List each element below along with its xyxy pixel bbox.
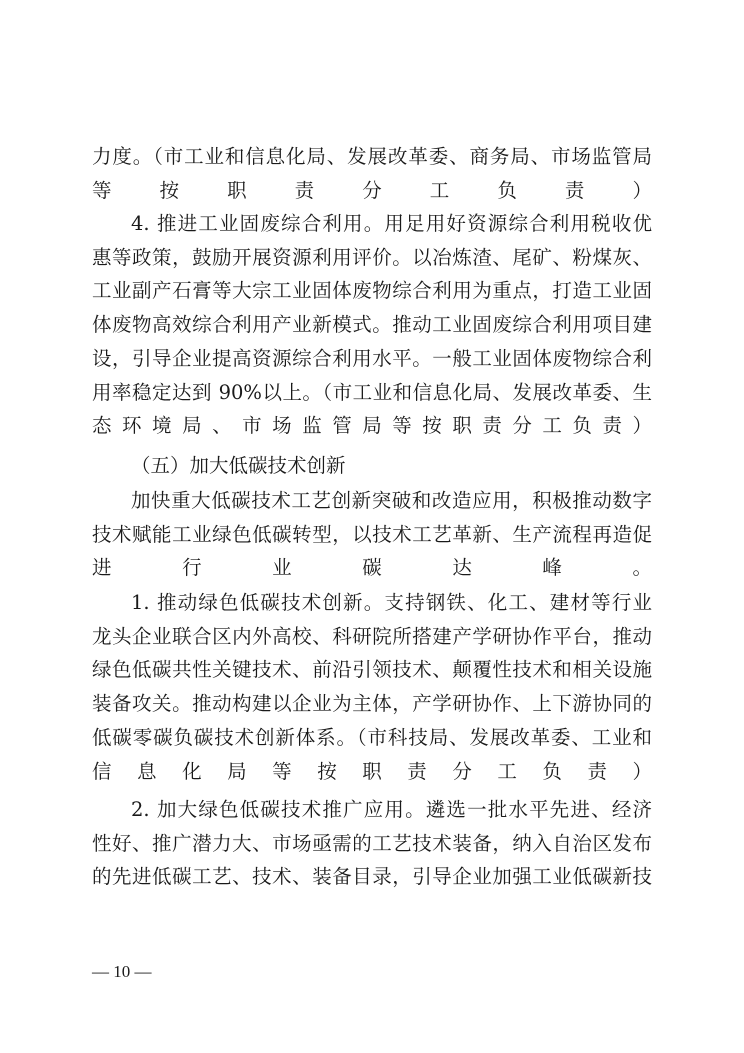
text-line: 等按职责分工负责） bbox=[92, 178, 652, 202]
text-line: 进行业碳达峰。 bbox=[92, 556, 652, 580]
paragraph-section-intro bbox=[92, 484, 652, 585]
text-line: 4. 推进工业固废综合利用。用足用好资源综合利用税收优 bbox=[131, 212, 652, 235]
text-line: 低碳零碳负碳技术创新体系。（市科技局、发展改革委、工业和 bbox=[92, 725, 652, 749]
text-line: 惠等政策，鼓励开展资源利用评价。以冶炼渣、尾矿、粉煤灰、 bbox=[92, 245, 652, 269]
text-line: 力度。（市工业和信息化局、发展改革委、商务局、市场监管局 bbox=[92, 145, 652, 168]
text-line: 装备攻关。推动构建以企业为主体，产学研协作、上下游协同的 bbox=[92, 692, 652, 716]
text-line: 绿色低碳共性关键技术、前沿引领技术、颠覆性技术和相关设施 bbox=[92, 658, 652, 682]
paragraph-item-1 bbox=[92, 586, 652, 788]
text-line: 用率稳定达到 90%以上。（市工业和信息化局、发展改革委、生 bbox=[92, 380, 652, 404]
text-line: 的先进低碳工艺、技术、装备目录，引导企业加强工业低碳新技 bbox=[92, 865, 652, 889]
text-line: 加快重大低碳技术工艺创新突破和改造应用，积极推动数字 bbox=[131, 489, 652, 512]
paragraph-item-2 bbox=[92, 793, 652, 894]
paragraph-continuation bbox=[92, 140, 652, 207]
text-line: 设，引导企业提高资源综合利用水平。一般工业固体废物综合利 bbox=[92, 346, 652, 370]
text-line: 态环境局、市场监管局等按职责分工负责） bbox=[92, 414, 652, 438]
text-line: 工业副产石膏等大宗工业固体废物综合利用为重点，打造工业固 bbox=[92, 279, 652, 303]
text-line: 2. 加大绿色低碳技术推广应用。遴选一批水平先进、经济 bbox=[131, 798, 652, 821]
paragraph-item-4 bbox=[92, 207, 652, 443]
text-line: 信息化局等按职责分工负责） bbox=[92, 759, 652, 783]
page-number: — 10 — bbox=[92, 962, 152, 981]
section-heading: （五）加大低碳技术创新 bbox=[131, 454, 346, 477]
text-line: 体废物高效综合利用产业新模式。推动工业固废综合利用项目建 bbox=[92, 313, 652, 337]
text-line: 1. 推动绿色低碳技术创新。支持钢铁、化工、建材等行业 bbox=[131, 591, 652, 614]
text-line: 龙头企业联合区内外高校、科研院所搭建产学研协作平台，推动 bbox=[92, 624, 652, 648]
text-line: 技术赋能工业绿色低碳转型，以技术工艺革新、生产流程再造促 bbox=[92, 522, 652, 546]
text-line: 性好、推广潜力大、市场亟需的工艺技术装备，纳入自治区发布 bbox=[92, 831, 652, 855]
